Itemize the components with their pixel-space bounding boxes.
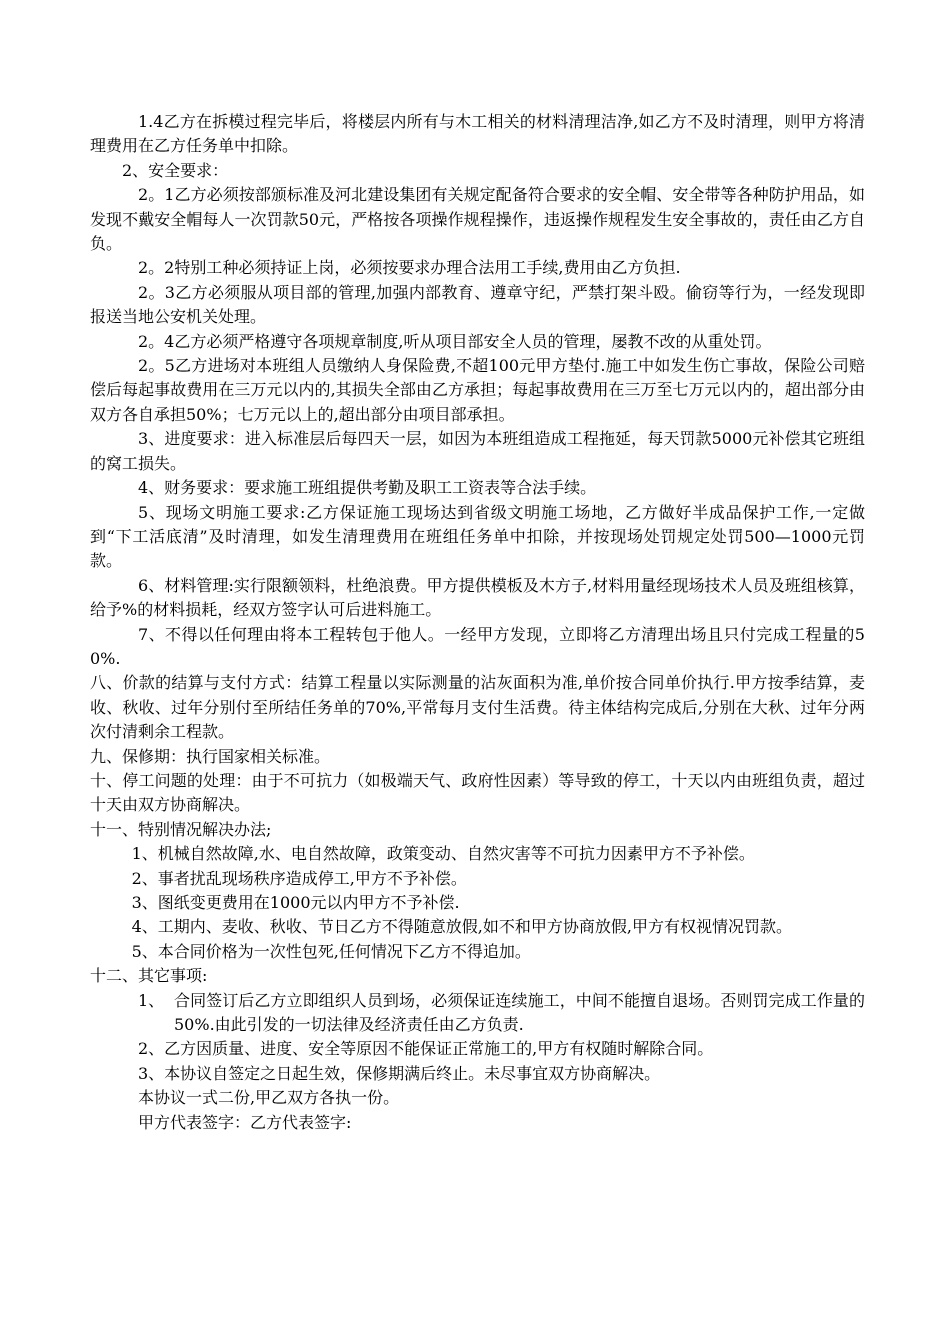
special-case-5: 5、本合同价格为一次性包死,任何情况下乙方不得追加。: [131, 941, 531, 961]
other-matter-1: [90, 989, 865, 1038]
section-no-subcontract: 7、不得以任何理由将本工程转包于他人。一经甲方发现，立即将乙方清理出场且只付完成工程量的50%.: [90, 624, 865, 668]
clause-2-3: 2。3乙方必须服从项目部的管理,加强内部教育、遵章守纪，严禁打架斗殴。偷窃等行为，一经发现即报送当地公安机关处理。: [90, 282, 865, 327]
clause-2-2: 2。2特别工种必须持证上岗，必须按要求办理合法用工手续,费用由乙方负担.: [138, 258, 681, 278]
special-case-4: 4、工期内、麦收、秋收、节日乙方不得随意放假,如不和甲方协商放假,甲方有权视情况罚款。: [131, 917, 792, 937]
copies-note: 本协议一式二份,甲乙双方各执一份。: [138, 1088, 400, 1108]
section-progress: 3、进度要求：进入标准层后每四天一层，如因为本班组造成工程拖延，每天罚款5000元补偿其它班组的窝工损失。: [90, 429, 865, 473]
section-safety-heading: 2、安全要求：: [122, 160, 229, 180]
other-matter-3: 3、本协议自签定之日起生效，保修期满后终止。未尽事宜双方协商解决。: [138, 1063, 661, 1083]
section-materials: 6、材料管理:实行限额领料，杜绝浪费。甲方提供模板及木方子,材料用量经现场技术人员及班组核算，给予%的材料损耗，经双方签字认可后进料施工。: [90, 575, 865, 620]
section-12-heading: 十二、其它事项:: [90, 966, 208, 986]
special-case-1: 1、机械自然故障,水、电自然故障，政策变动、自然灾害等不可抗力因素甲方不予补偿。: [131, 844, 755, 864]
special-case-2: 2、事者扰乱现场秩序造成停工,甲方不予补偿。: [131, 868, 467, 888]
clause-2-1: 2。1乙方必须按部颁标准及河北建设集团有关规定配备符合要求的安全帽、安全带等各种防护用品，如发现不戴安全帽每人一次罚款50元，严格按各项操作规程操作，违返操作规程发生安全事故的，责任由乙方自负。: [90, 185, 865, 254]
list-number: 1、: [138, 990, 165, 1010]
section-finance: 4、财务要求：要求施工班组提供考勤及职工工资表等合法手续。: [138, 478, 597, 498]
section-10-stoppage: 十、停工问题的处理：由于不可抗力（如极端天气、政府性因素）等导致的停工，十天以内由班组负责，超过十天由双方协商解决。: [90, 770, 865, 815]
special-case-3: 3、图纸变更费用在1000元以内甲方不予补偿.: [131, 893, 460, 912]
signature-line: 甲方代表签字：乙方代表签字:: [138, 1112, 352, 1132]
list-text: 合同签订后乙方立即组织人员到场，必须保证连续施工，中间不能擅自退场。否则罚完成工作量的50%.由此引发的一切法律及经济责任由乙方负责.: [174, 990, 865, 1035]
section-11-heading: 十一、特别情况解决办法;: [90, 819, 272, 839]
section-9-warranty: 九、保修期：执行国家相关标准。: [90, 746, 331, 766]
other-matter-2: 2、乙方因质量、进度、安全等原因不能保证正常施工的,甲方有权随时解除合同。: [138, 1039, 714, 1059]
section-8-payment: 八、价款的结算与支付方式：结算工程量以实际测量的沾灰面积为准,单价按合同单价执行.甲方按季结算，麦收、秋收、过年分别付至所结任务单的70%,平常每月支付生活费。待主体结构完成后,分别在大秋、过年分两次付清剩余工程款。: [90, 673, 865, 742]
clause-2-4: 2。4乙方必须严格遵守各项规章制度,听从项目部安全人员的管理，屡教不改的从重处罚。: [138, 331, 772, 351]
clause-1-4: 1.4乙方在拆模过程完毕后，将楼层内所有与木工相关的材料清理洁净,如乙方不及时清理，则甲方将清理费用在乙方任务单中扣除。: [90, 112, 865, 156]
section-site-civilization: 5、现场文明施工要求:乙方保证施工现场达到省级文明施工场地，乙方做好半成品保护工作,一定做到“下工活底清”及时清理，如发生清理费用在班组任务单中扣除，并按现场处罚规定处罚500—1000元罚款。: [90, 502, 865, 571]
clause-2-5: 2。5乙方进场对本班组人员缴纳人身保险费,不超100元甲方垫付.施工中如发生伤亡事故，保险公司赔偿后每起事故费用在三万元以内的,其损失全部由乙方承担；每起事故费用在三万至七万元以内的，超出部分由双方各自承担50%；七万元以上的,超出部分由项目部承担。: [90, 356, 865, 424]
contract-page: [90, 110, 865, 1135]
